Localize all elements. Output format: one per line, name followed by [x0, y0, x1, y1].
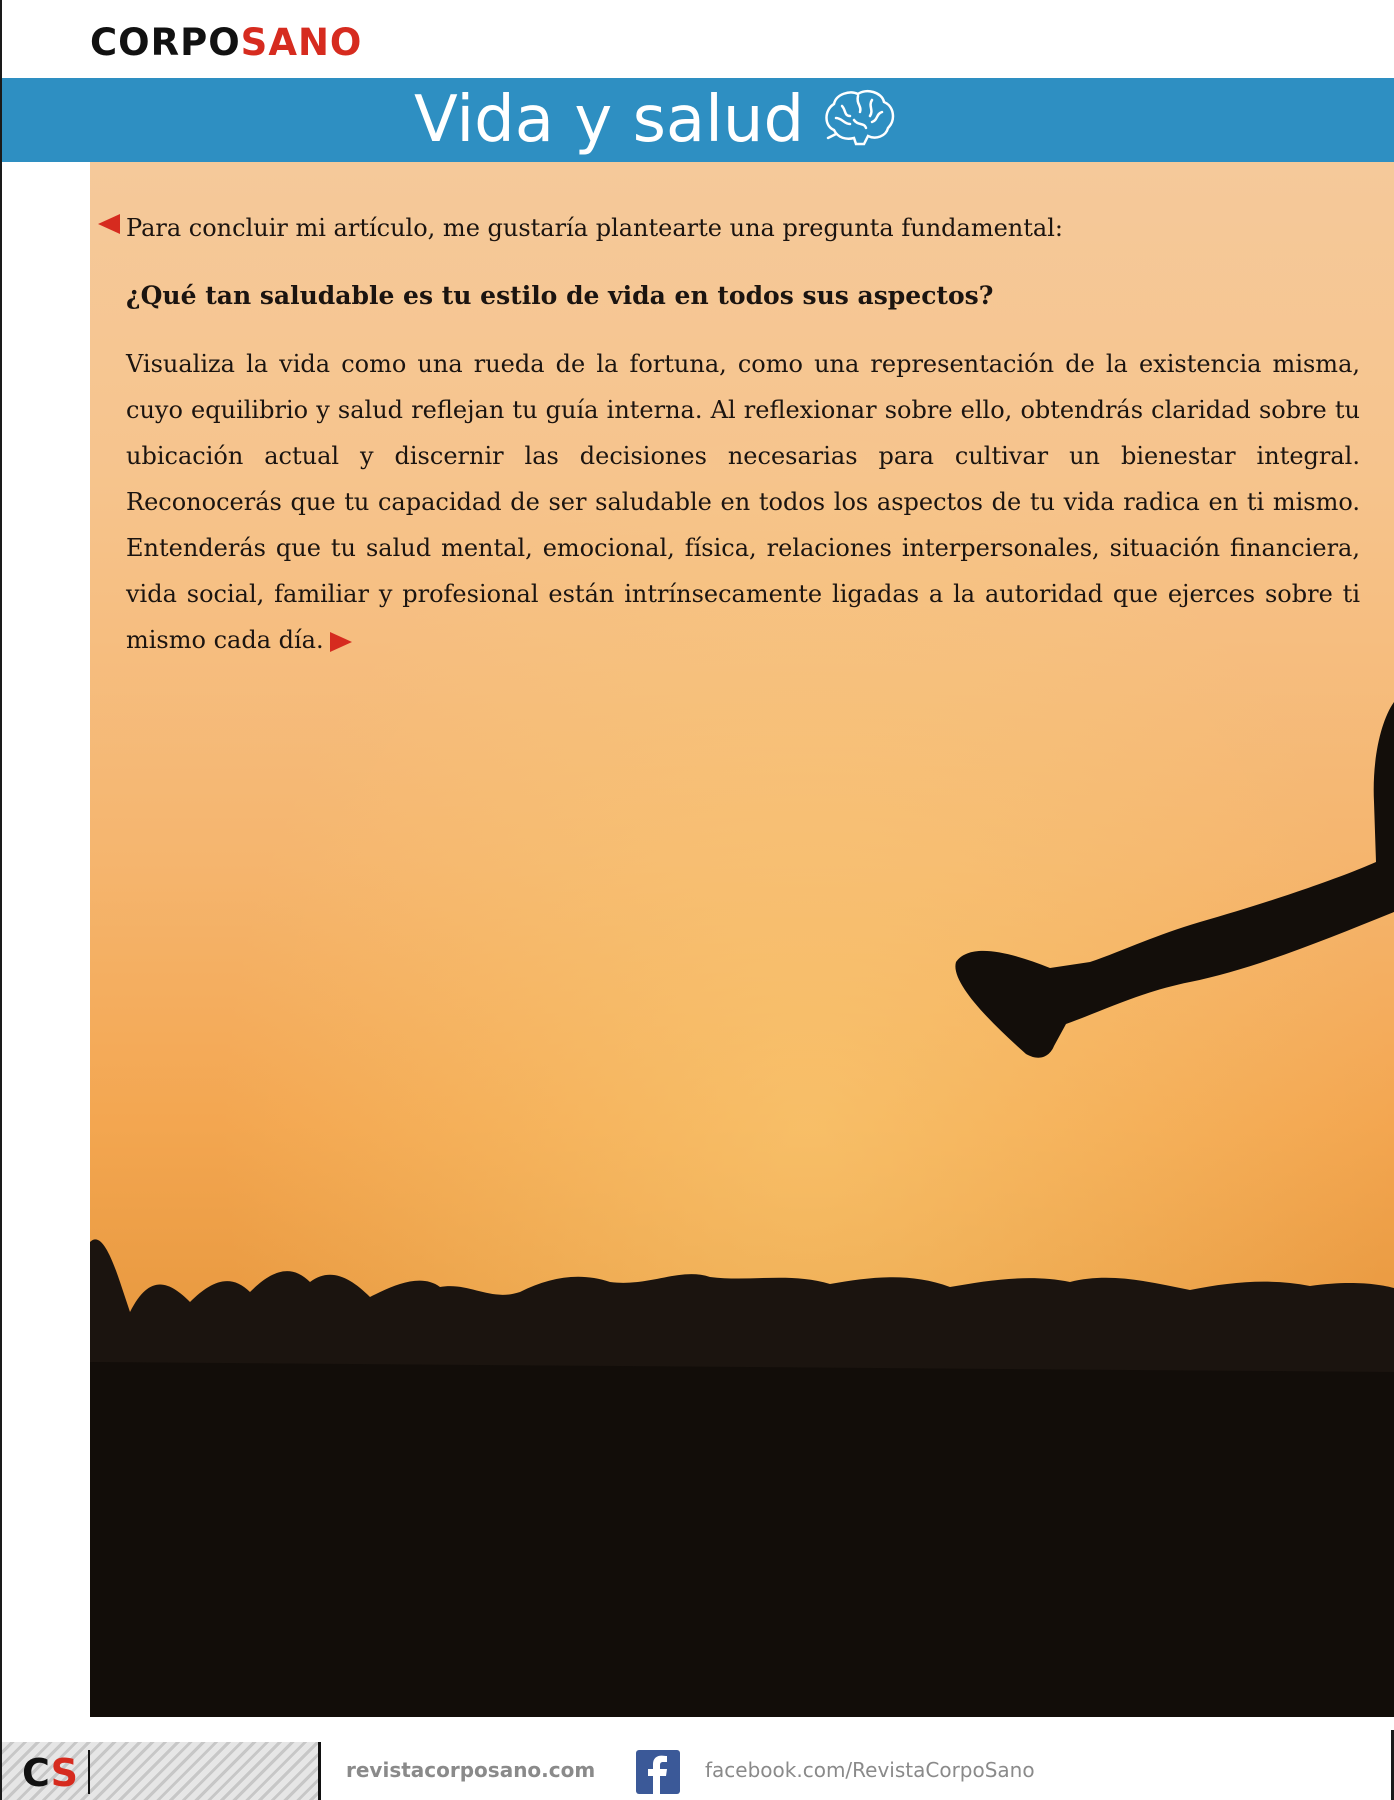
- continued-from-marker: [98, 214, 120, 234]
- facebook-icon[interactable]: [636, 1750, 680, 1794]
- footer-divider: [318, 1742, 321, 1800]
- article-body-text: Visualiza la vida como una rueda de la fortuna, como una representación de la existencia misma, cuyo equilibrio y salud reflejan tu guía interna. Al reflexionar sobre ello, obtendrás claridad sobre tu ubicación actual y discernir las decisiones necesarias para cultivar un bienestar integral. Reconocerás que tu capacidad de ser saludable en todos los aspectos de tu vida radica en ti mismo. Entenderás que tu salud mental, emocional, física, relaciones interpersonales, situación financiera, vida social, familiar y profesional están intrínsecamente ligadas a la autoridad que ejerces sobre ti mismo cada día.: [126, 350, 1360, 654]
- website-link[interactable]: revistacorposano.com: [346, 1758, 596, 1782]
- brand-logo[interactable]: [90, 18, 362, 68]
- article-intro: Para concluir mi artículo, me gustaría plantearte una pregunta fundamental:: [126, 214, 1063, 242]
- badge-letter-c: C: [22, 1751, 51, 1795]
- logo-text-corpo: CORPO: [90, 21, 241, 64]
- end-marker: [330, 632, 352, 652]
- facebook-f-glyph: [636, 1750, 680, 1794]
- article-body-paragraph: [126, 341, 1360, 663]
- badge-rule: [88, 1750, 90, 1794]
- footer-cs-badge: [22, 1750, 78, 1796]
- page-left-rule: [0, 0, 2, 1800]
- section-title: Vida y salud: [414, 83, 805, 157]
- brain-icon: [820, 86, 898, 154]
- badge-letter-s: S: [50, 1751, 78, 1795]
- logo-text-sano: SANO: [240, 21, 363, 64]
- facebook-link[interactable]: facebook.com/RevistaCorpoSano: [705, 1758, 1035, 1782]
- article-text: [126, 205, 1360, 663]
- article-question: ¿Qué tan saludable es tu estilo de vida en todos sus aspectos?: [126, 281, 994, 310]
